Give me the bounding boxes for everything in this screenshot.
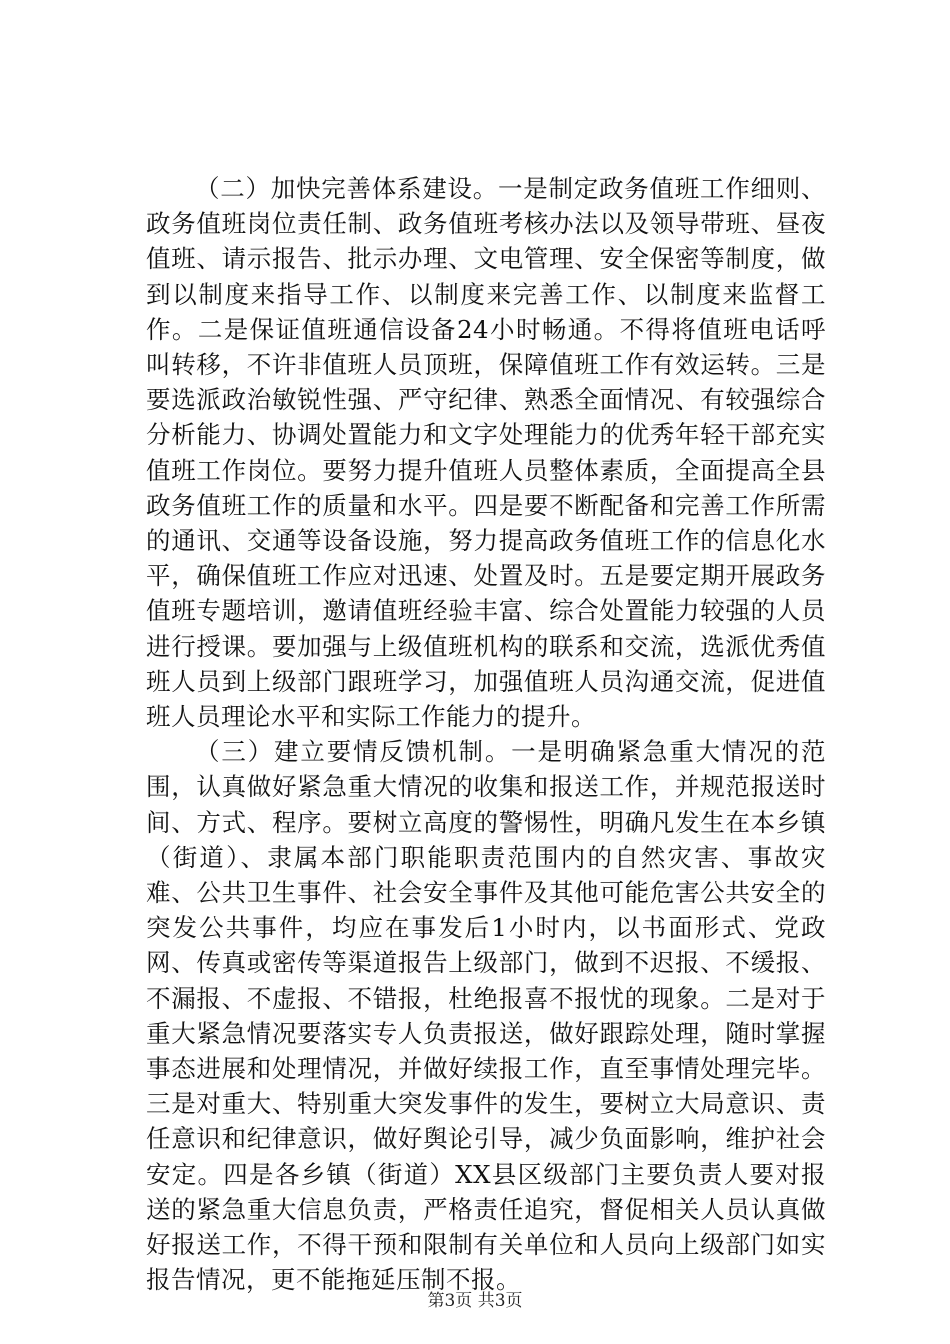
paragraph-feedback-mechanism: （三）建立要情反馈机制。一是明确紧急重大情况的范围，认真做好紧急重大情况的收集和报送工作，并规范报送时间、方式、程序。要树立高度的警惕性，明确凡发生在本乡镇（街道）、隶属本部门职能职责范围内的自然灾害、事故灾难、公共卫生事件、社会安全事件及其他可能危害公共安全的突发公共事件，均应在事发后1小时内，以书面形式、党政网、传真或密传等渠道报告上级部门，做到不迟报、不缓报、不漏报、不虚报、不错报，杜绝报喜不报忧的现象。二是对于重大紧急情况要落实专人负责报送，做好跟踪处理，随时掌握事态进展和处理情况，并做好续报工作，直至事情处理完毕。三是对重大、特别重大突发事件的发生，要树立大局意识、责任意识和纪律意识，做好舆论引导，减少负面影响，维护社会安定。四是各乡镇（街道）XX县区级部门主要负责人要对报送的紧急重大信息负责，严格责任追究，督促相关人员认真做好报送工作，不得干预和限制有关单位和人员向上级部门如实报告情况，更不能拖延压制不报。 (146, 737, 826, 1295)
document-body (146, 171, 826, 1298)
page-number-footer: 第3页 共3页 (427, 1291, 523, 1311)
paragraph-system-building: （二）加快完善体系建设。一是制定政务值班工作细则、政务值班岗位责任制、政务值班考核办法以及领导带班、昼夜值班、请示报告、批示办理、文电管理、安全保密等制度，做到以制度来指导工作、以制度来完善工作、以制度来监督工作。二是保证值班通信设备24小时畅通。不得将值班电话呼叫转移，不许非值班人员顶班，保障值班工作有效运转。三是要选派政治敏锐性强、严守纪律、熟悉全面情况、有较强综合分析能力、协调处置能力和文字处理能力的优秀年轻干部充实值班工作岗位。要努力提升值班人员整体素质，全面提高全县政务值班工作的质量和水平。四是要不断配备和完善工作所需的通讯、交通等设备设施，努力提高政务值班工作的信息化水平，确保值班工作应对迅速、处置及时。五是要定期开展政务值班专题培训，邀请值班经验丰富、综合处置能力较强的人员进行授课。要加强与上级值班机构的联系和交流，选派优秀值班人员到上级部门跟班学习，加强值班人员沟通交流，促进值班人员理论水平和实际工作能力的提升。 (146, 174, 826, 732)
